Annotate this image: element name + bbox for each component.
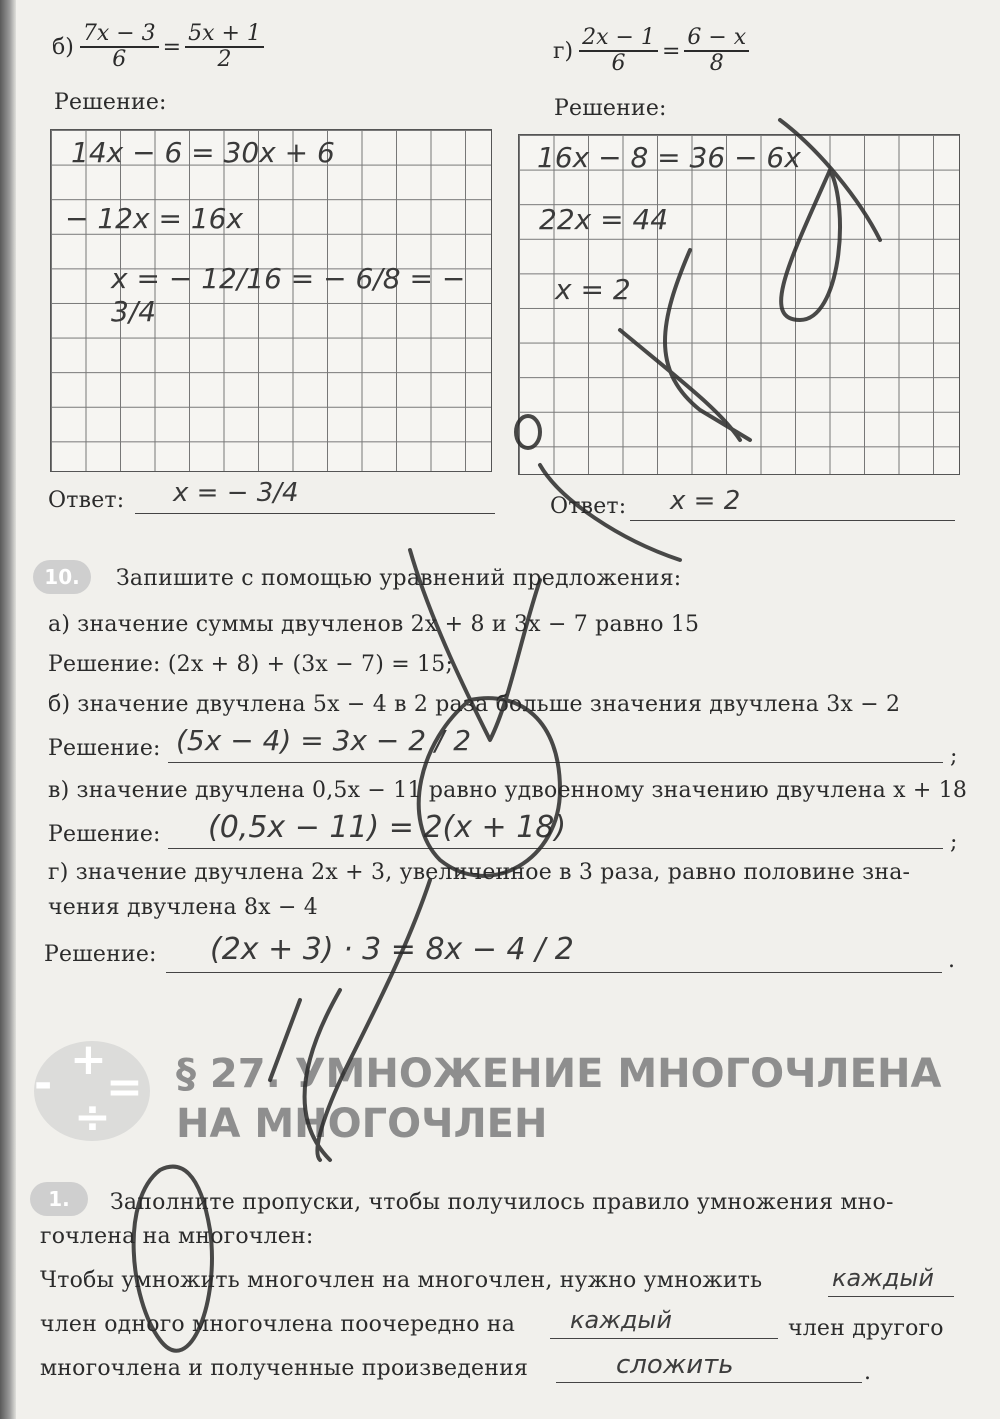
scribble-stroke (540, 465, 680, 560)
section-title-line-1: § 27. УМНОЖЕНИЕ МНОГОЧЛЕНА (176, 1051, 942, 1097)
task-b-work-line-3: x = − 12/16 = − 6/8 = − 3/4 (111, 262, 466, 328)
task-b-rhs-denominator: 2 (217, 47, 232, 73)
scribble-stroke (665, 250, 750, 440)
task-g-work-line-1: 16x − 8 = 36 − 6x (537, 141, 801, 174)
task-g-solution-label: Решение: (554, 96, 667, 121)
svg-text:-: - (34, 1058, 53, 1109)
task-b-lhs-numerator: 7x − 3 (80, 22, 159, 48)
scribble-stroke (410, 550, 540, 740)
scribble-stroke (305, 990, 340, 1160)
task-b-rhs-numerator: 5x + 1 (185, 22, 264, 48)
task-g-answer-value: x = 2 (670, 486, 741, 516)
task-b-lhs-denominator: 6 (112, 47, 127, 73)
exercise-1-number-badge: 1. (30, 1182, 88, 1216)
scribble-stroke (134, 1167, 212, 1351)
task-g-work-line-3: x = 2 (555, 273, 631, 306)
task-b-solution-label: Решение: (54, 90, 167, 115)
svg-text:÷: ÷ (74, 1092, 111, 1143)
exercise-10-b-end: ; (950, 744, 958, 769)
exercise-10-b-text: б) значение двучлена 5x − 4 в 2 раза больше значения двучлена 3x − 2 (48, 692, 901, 717)
task-g-lhs-numerator: 2x − 1 (579, 26, 658, 52)
exercise-1-fill-2: каждый (570, 1306, 672, 1334)
exercise-10-number-badge: 10. (33, 560, 91, 594)
exercise-1-rule-line-2b: член другого (788, 1316, 944, 1341)
exercise-1-fill-3: сложить (616, 1350, 734, 1380)
scribble-stroke (419, 698, 560, 876)
task-b-answer-value: x = − 3/4 (173, 478, 299, 508)
exercise-10-a-text: а) значение суммы двучленов 2x + 8 и 3x − 7 равно 15 (48, 612, 700, 637)
exercise-10-a-solution: Решение: (2x + 8) + (3x − 7) = 15; (48, 652, 454, 677)
exercise-1-rule-line-3: многочлена и полученные произведения (40, 1356, 529, 1381)
exercise-10-g-end: . (948, 948, 956, 973)
task-g-lhs-denominator: 6 (611, 51, 626, 77)
exercise-10-b-solution-label: Решение: (48, 736, 161, 761)
scribble-stroke (516, 416, 540, 448)
exercise-10-title: Запишите с помощью уравнений предложения: (116, 566, 682, 591)
task-g-rhs-denominator: 8 (709, 51, 724, 77)
exercise-1-text-line-2: гочлена на многочлен: (40, 1224, 314, 1249)
svg-text:=: = (106, 1062, 143, 1113)
exercise-1-rule-line-2a: член одного многочлена поочередно на (40, 1312, 516, 1337)
exercise-1-text-line-1: Заполните пропуски, чтобы получилось правило умножения мно- (110, 1190, 894, 1215)
exercise-1-end: . (864, 1360, 872, 1385)
scribble-stroke (781, 170, 840, 320)
exercise-10-v-handwritten-answer: (0,5x − 11) = 2(x + 18) (208, 810, 567, 845)
exercise-10-g-solution-label: Решение: (44, 942, 157, 967)
task-b-work-line-2: − 12x = 16x (65, 202, 244, 235)
task-g-label: г) (553, 38, 574, 64)
exercise-10-v-end: ; (950, 830, 958, 855)
exercise-1-rule-line-1: Чтобы умножить многочлен на многочлен, нужно умножить (40, 1268, 763, 1293)
task-b-label: б) (52, 34, 74, 60)
task-g-work-line-2: 22x = 44 (539, 203, 669, 236)
svg-text:+: + (70, 1036, 107, 1085)
task-g-equation: г) $\frac{2x - 1}{6}$ = $\frac{6 - x}{8}$ (553, 26, 749, 76)
task-g-answer-label: Ответ: (550, 494, 627, 519)
task-b-work-line-1: 14x − 6 = 30x + 6 (71, 136, 335, 169)
task-g-rhs-numerator: 6 − x (684, 26, 749, 52)
exercise-10-g-text-line-2: чения двучлена 8x − 4 (48, 895, 318, 920)
scribble-stroke (270, 1000, 300, 1080)
exercise-1-fill-1: каждый (832, 1264, 934, 1292)
exercise-10-v-solution-label: Решение: (48, 822, 161, 847)
scribble-stroke (780, 120, 880, 240)
section-title-line-2: НА МНОГОЧЛЕН (176, 1101, 548, 1147)
exercise-10-b-handwritten-answer: (5x − 4) = 3x − 2 / 2 (176, 724, 472, 757)
exercise-10-g-text-line-1: г) значение двучлена 2x + 3, увеличенное в 3 раза, равно половине зна- (48, 860, 911, 885)
task-b-equation: б) $\frac{7x - 3}{6}$ = $\frac{5x + 1}{2}$ (52, 22, 264, 72)
task-b-answer-label: Ответ: (48, 488, 125, 513)
exercise-10-v-text: в) значение двучлена 0,5x − 11 равно удвоенному значению двучлена x + 18 (48, 778, 968, 803)
exercise-10-g-handwritten-answer: (2x + 3) · 3 = 8x − 4 / 2 (210, 932, 574, 967)
scribble-stroke (317, 880, 430, 1160)
